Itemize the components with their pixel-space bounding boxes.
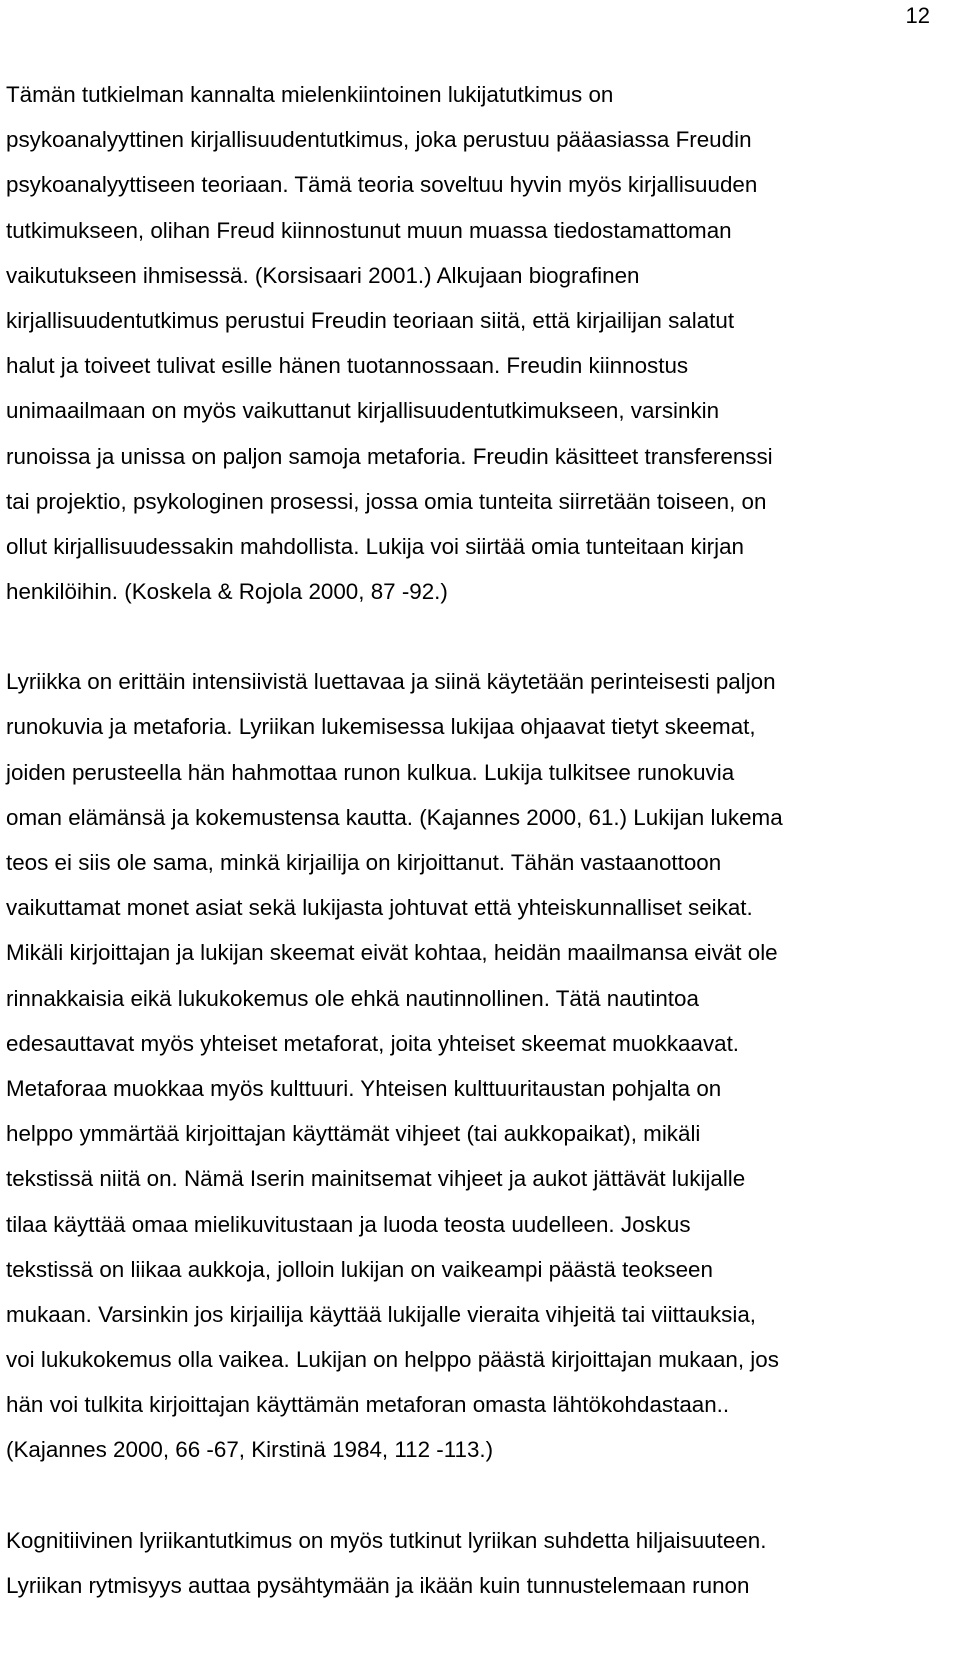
text-line: Kognitiivinen lyriikantutkimus on myös tutkinut lyriikan suhdetta hiljaisuuteen. <box>6 1527 767 1553</box>
text-line: tilaa käyttää omaa mielikuvitustaan ja luoda teosta uudelleen. Joskus <box>6 1211 691 1237</box>
text-line: runoissa ja unissa on paljon samoja metaforia. Freudin käsitteet transferenssi <box>6 443 773 469</box>
text-line: psykoanalyyttiseen teoriaan. Tämä teoria soveltuu hyvin myös kirjallisuuden <box>6 172 758 198</box>
text-line: teos ei siis ole sama, minkä kirjailija on kirjoittanut. Tähän vastaanottoon <box>6 850 722 875</box>
document-body <box>6 72 950 1608</box>
text-line: ollut kirjallisuudessakin mahdollista. Lukija voi siirtää omia tunteitaan kirjan <box>6 533 745 559</box>
text-line: halut ja toiveet tulivat esille hänen tuotannossaan. Freudin kiinnostus <box>6 353 689 379</box>
paragraph-1 <box>6 72 950 614</box>
text-line: runokuvia ja metaforia. Lyriikan lukemisessa lukijaa ohjaavat tietyt skeemat, <box>6 714 756 740</box>
paragraph-2 <box>6 659 950 1472</box>
text-line: mukaan. Varsinkin jos kirjailija käyttää lukijalle vieraita vihjeitä tai viittauksia, <box>6 1301 756 1327</box>
text-line: tekstissä niitä on. Nämä Iserin mainitsemat vihjeet ja aukot jättävät lukijalle <box>6 1166 746 1192</box>
text-line: Tämän tutkielman kannalta mielenkiintoinen lukijatutkimus on <box>6 82 614 107</box>
text-line: hän voi tulkita kirjoittajan käyttämän metaforan omasta lähtökohdastaan.. <box>6 1392 730 1418</box>
text-line: Mikäli kirjoittajan ja lukijan skeemat eivät kohtaa, heidän maailmansa eivät ole <box>6 940 778 966</box>
text-line: psykoanalyyttinen kirjallisuudentutkimus, joka perustuu pääasiassa Freudin <box>6 127 752 153</box>
text-line: rinnakkaisia eikä lukukokemus ole ehkä nautinnollinen. Tätä nautintoa <box>6 985 699 1011</box>
paragraph-spacer <box>6 614 950 659</box>
paragraph-3 <box>6 1518 950 1608</box>
text-line: Metaforaa muokkaa myös kulttuuri. Yhteisen kulttuuritaustan pohjalta on <box>6 1075 722 1101</box>
text-line: vaikuttamat monet asiat sekä lukijasta johtuvat että yhteiskunnalliset seikat. <box>6 895 753 921</box>
text-line: unimaailmaan on myös vaikuttanut kirjallisuudentutkimukseen, varsinkin <box>6 398 720 424</box>
text-line: voi lukukokemus olla vaikea. Lukijan on helppo päästä kirjoittajan mukaan, jos <box>6 1347 779 1373</box>
text-line: kirjallisuudentutkimus perustui Freudin teoriaan siitä, että kirjailijan salatut <box>6 307 735 333</box>
text-line: tekstissä on liikaa aukkoja, jolloin lukijan on vaikeampi päästä teokseen <box>6 1256 713 1282</box>
text-line: Lyriikka on erittäin intensiivistä luettavaa ja siinä käytetään perinteisesti paljon <box>6 669 776 695</box>
text-line: vaikutukseen ihmisessä. (Korsisaari 2001.) Alkujaan biografinen <box>6 262 640 288</box>
text-line: tutkimukseen, olihan Freud kiinnostunut muun muassa tiedostamattoman <box>6 217 732 243</box>
text-line: (Kajannes 2000, 66 -67, Kirstinä 1984, 112 -113.) <box>6 1437 494 1463</box>
text-line: tai projektio, psykologinen prosessi, jossa omia tunteita siirretään toiseen, on <box>6 488 767 514</box>
paragraph-spacer <box>6 1473 950 1518</box>
page-number: 12 <box>905 3 930 28</box>
text-line: henkilöihin. (Koskela & Rojola 2000, 87 -92.) <box>6 579 448 605</box>
text-line: oman elämänsä ja kokemustensa kautta. (Kajannes 2000, 61.) Lukijan lukema <box>6 804 783 830</box>
text-line: edesauttavat myös yhteiset metaforat, joita yhteiset skeemat muokkaavat. <box>6 1030 740 1056</box>
text-line: joiden perusteella hän hahmottaa runon kulkua. Lukija tulkitsee runokuvia <box>6 759 735 785</box>
text-line: helppo ymmärtää kirjoittajan käyttämät vihjeet (tai aukkopaikat), mikäli <box>6 1121 701 1147</box>
text-line: Lyriikan rytmisyys auttaa pysähtymään ja ikään kuin tunnustelemaan runon <box>6 1572 750 1598</box>
